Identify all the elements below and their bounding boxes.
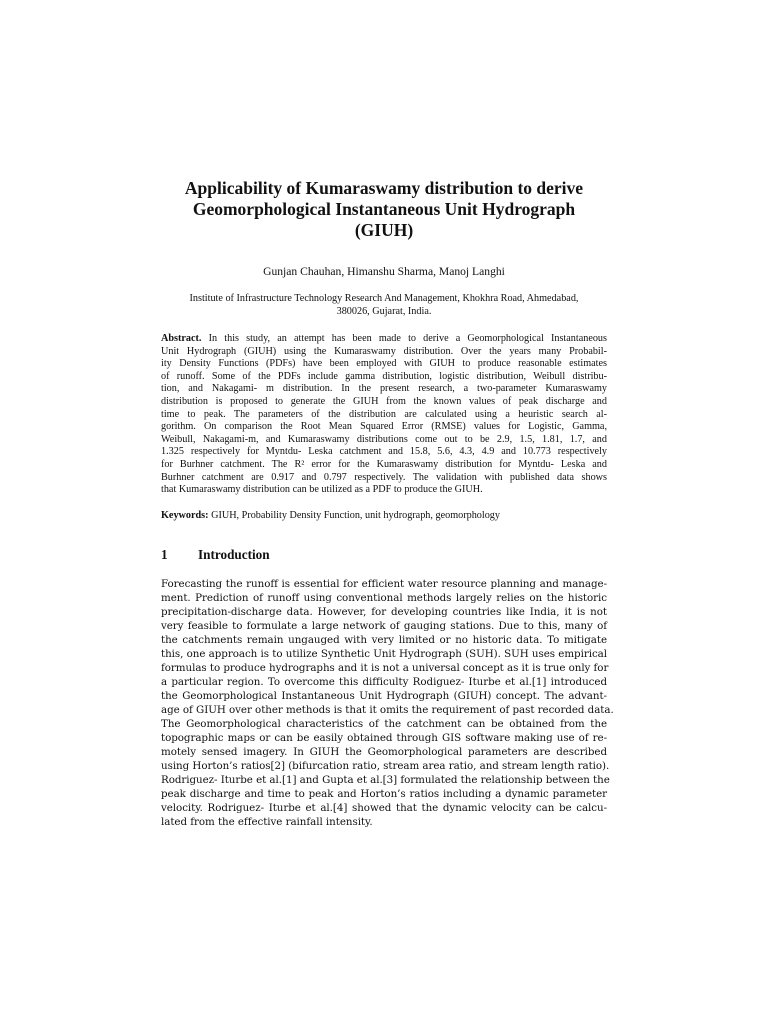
- section-number: 1: [161, 547, 168, 563]
- abstract-line: time to peak. The parameters of the distribution are calculated using a heuristic search al-: [161, 408, 607, 420]
- abstract-line: Unit Hydrograph (GIUH) using the Kumaraswamy distribution. Over the years many Probabil-: [161, 345, 607, 357]
- paper-content: [161, 178, 614, 829]
- abstract-line: 1.325 respectively for Myntdu- Leska catchment and 15.8, 5.6, 4.3, 4.9 and 10.773 respectively: [161, 446, 607, 458]
- abstract-line-text: In this study, an attempt has been made to derive a Geomorphological Instantaneous: [201, 333, 607, 344]
- abstract-line: of runoff. Some of the PDFs include gamma distribution, logistic distribution, Weibull distribu-: [161, 370, 607, 382]
- paragraph-line: topographic maps or can be easily obtained through GIS software making use of re-: [161, 731, 607, 744]
- paragraph-line: Forecasting the runoff is essential for efficient water resource planning and manage-: [161, 578, 607, 591]
- paragraph-line: lated from the effective rainfall intensity.: [161, 815, 373, 828]
- paragraph-line: motely sensed imagery. In GIUH the Geomorphological parameters are described: [161, 745, 607, 758]
- abstract-line: distribution is proposed to generate the GIUH from the known values of peak discharge and: [161, 395, 607, 407]
- paragraph-line: using Horton’s ratios[2] (bifurcation ratio, stream area ratio, and stream length ratio).: [161, 759, 610, 772]
- keywords-text: GIUH, Probability Density Function, unit hydrograph, geomorphology: [208, 509, 500, 521]
- paragraph-line: Rodriguez- Iturbe et al.[1] and Gupta et al.[3] formulated the relationship between the: [161, 773, 610, 786]
- abstract-line: Burhner catchment are 0.917 and 0.797 respectively. The validation with published data shows: [161, 471, 607, 483]
- paragraph-line: precipitation-discharge data. However, for developing countries like India, it is not: [161, 606, 607, 619]
- affiliation: [161, 292, 607, 318]
- paragraph-line: very feasible to formulate a large network of gauging stations. Due to this, many of: [161, 620, 607, 633]
- paragraph-line: ment. Prediction of runoff using conventional methods largely relies on the historic: [161, 592, 607, 605]
- paper-title: [161, 178, 607, 241]
- paragraph-line: the catchments remain ungauged with very limited or no historic data. To mitigate: [161, 634, 607, 647]
- introduction-paragraph: [161, 578, 614, 829]
- keywords-label: Keywords:: [161, 509, 209, 521]
- abstract: [161, 333, 607, 497]
- abstract-line: gorithm. On comparison the Root Mean Squared Error (RMSE) values for Logistic, Gamma,: [161, 421, 607, 433]
- paragraph-line: peak discharge and time to peak and Horton’s ratios including a dynamic parameter: [161, 787, 607, 800]
- paragraph-line: age of GIUH over other methods is that it omits the requirement of past recorded data.: [161, 703, 614, 716]
- title-line: Geomorphological Instantaneous Unit Hydrograph: [192, 199, 576, 219]
- affiliation-line: Institute of Infrastructure Technology Research And Management, Khokhra Road, Ahmedabad,: [189, 293, 579, 304]
- section-heading: [161, 547, 607, 563]
- abstract-line: ity Density Functions (PDFs) have been employed with GIUH to produce reasonable estimates: [161, 358, 607, 370]
- abstract-label: Abstract.: [161, 333, 202, 344]
- abstract-line: for Burhner catchment. The R² error for the Kumaraswamy distribution for Myntdu- Leska and: [161, 458, 607, 470]
- title-line: Applicability of Kumaraswamy distribution to derive: [184, 178, 584, 198]
- paragraph-line: the Geomorphological Instantaneous Unit Hydrograph (GIUH) concept. The advant-: [161, 689, 607, 702]
- abstract-line: [161, 333, 607, 346]
- title-line: (GIUH): [354, 220, 414, 240]
- author-list: Gunjan Chauhan, Himanshu Sharma, Manoj Langhi: [263, 265, 505, 278]
- paragraph-line: formulas to produce hydrographs and it is not a universal concept as it is true only for: [161, 662, 609, 675]
- abstract-line: tion, and Nakagami- m distribution. In the present research, a two-parameter Kumaraswamy: [161, 383, 607, 395]
- abstract-line: Weibull, Nakagami-m, and Kumaraswamy distributions come out to be 2.9, 1.5, 1.81, 1.7, and: [161, 433, 607, 445]
- paragraph-line: this, one approach is to utilize Synthetic Unit Hydrograph (SUH). SUH uses empirical: [161, 648, 607, 661]
- section-title: Introduction: [198, 547, 270, 563]
- paragraph-line: a particular region. To overcome this difficulty Rodiguez- Iturbe et al.[1] introduced: [161, 675, 607, 688]
- affiliation-line: 380026, Gujarat, India.: [336, 306, 432, 317]
- paragraph-line: The Geomorphological characteristics of the catchment can be obtained from the: [161, 717, 607, 730]
- abstract-line: that Kumaraswamy distribution can be utilized as a PDF to produce the GIUH.: [161, 484, 483, 496]
- keywords: [161, 510, 607, 523]
- paragraph-line: velocity. Rodriguez- Iturbe et al.[4] showed that the dynamic velocity can be calcu-: [161, 801, 607, 814]
